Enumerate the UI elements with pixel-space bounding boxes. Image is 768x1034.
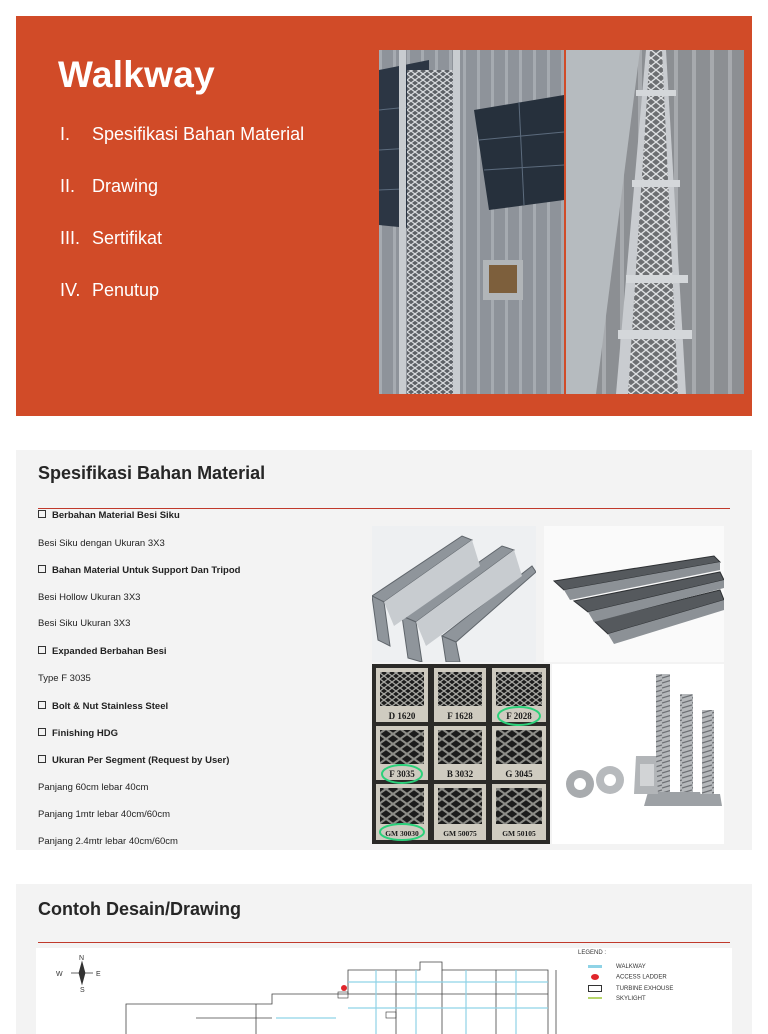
legend-item-turbine: TURBINE EXHOUSE — [588, 985, 673, 992]
spec-text: Besi Siku dengan Ukuran 3X3 — [38, 538, 165, 549]
legend-item-access-ladder: ACCESS LADDER — [588, 974, 667, 981]
walkway-photo-metal-roof — [566, 50, 744, 394]
spec-bullet: Ukuran Per Segment (Request by User) — [38, 755, 229, 766]
toc-label: Drawing — [92, 176, 159, 196]
heading-divider — [38, 942, 730, 943]
heading-divider — [38, 508, 730, 509]
section-heading: Spesifikasi Bahan Material — [38, 463, 266, 483]
mesh-label: F 2028 — [506, 711, 532, 721]
checkbox-bullet-icon — [38, 646, 46, 654]
spec-text: Besi Hollow Ukuran 3X3 — [38, 592, 141, 603]
legend-title: LEGEND : — [578, 950, 607, 956]
mesh-label: F 3035 — [389, 769, 415, 779]
toc-item — [60, 280, 304, 332]
toc-item — [60, 176, 304, 228]
compass-south: S — [80, 987, 85, 994]
spec-text: Panjang 2.4mtr lebar 40cm/60cm — [38, 836, 178, 847]
toc-number: II. — [60, 176, 76, 196]
angle-iron-image — [372, 526, 536, 662]
mesh-label: G 3045 — [505, 769, 533, 779]
toc-label: Penutup — [92, 280, 160, 300]
compass-north: N — [79, 955, 85, 962]
toc-item — [60, 228, 304, 280]
table-of-contents — [60, 124, 304, 332]
toc-label: Spesifikasi Bahan Material — [92, 124, 305, 144]
toc-item — [60, 124, 304, 176]
compass-east: E — [96, 971, 101, 978]
legend-item-skylight: SKYLIGHT — [588, 996, 646, 1002]
legend-item-walkway: WALKWAY — [588, 964, 646, 970]
spec-bullet: Berbahan Material Besi Siku — [38, 510, 180, 521]
skylight-swatch-icon — [588, 997, 602, 999]
spec-bullet: Finishing HDG — [38, 728, 118, 739]
angle-bar-image — [544, 526, 724, 662]
checkbox-bullet-icon — [38, 701, 46, 709]
title-slide — [16, 16, 752, 416]
walkway-photo-solar-roof — [379, 50, 564, 394]
toc-number: III. — [60, 228, 81, 248]
expanded-mesh-samples-image — [372, 664, 550, 844]
slide-title: Walkway — [58, 54, 216, 95]
mesh-label: GM 50075 — [443, 829, 477, 838]
spec-bullet: Bolt & Nut Stainless Steel — [38, 701, 168, 712]
spec-bullet: Bahan Material Untuk Support Dan Tripod — [38, 565, 240, 576]
bolt-nut-image — [552, 664, 724, 844]
checkbox-bullet-icon — [38, 510, 46, 518]
mesh-label: GM 50105 — [502, 829, 536, 838]
spec-text: Panjang 1mtr lebar 40cm/60cm — [38, 809, 171, 820]
toc-label: Sertifikat — [92, 228, 163, 248]
toc-number: IV. — [60, 280, 81, 300]
drawing-slide — [16, 884, 752, 1034]
mesh-label: B 3032 — [446, 769, 474, 779]
toc-number: I. — [60, 124, 71, 144]
spec-text: Panjang 60cm lebar 40cm — [38, 782, 149, 793]
mesh-label: GM 30030 — [385, 829, 419, 838]
spec-bullet: Expanded Berbahan Besi — [38, 646, 167, 657]
checkbox-bullet-icon — [38, 755, 46, 763]
mesh-label: D 1620 — [388, 711, 416, 721]
turbine-swatch-icon — [588, 985, 602, 992]
checkbox-bullet-icon — [38, 565, 46, 573]
material-spec-slide — [16, 450, 752, 850]
compass-west: W — [56, 971, 63, 978]
ladder-swatch-icon — [591, 974, 599, 980]
checkbox-bullet-icon — [38, 728, 46, 736]
mesh-label: F 1628 — [447, 711, 473, 721]
section-heading: Contoh Desain/Drawing — [38, 899, 242, 919]
walkway-swatch-icon — [588, 965, 602, 968]
spec-text: Type F 3035 — [38, 673, 91, 684]
spec-text: Besi Siku Ukuran 3X3 — [38, 618, 131, 629]
